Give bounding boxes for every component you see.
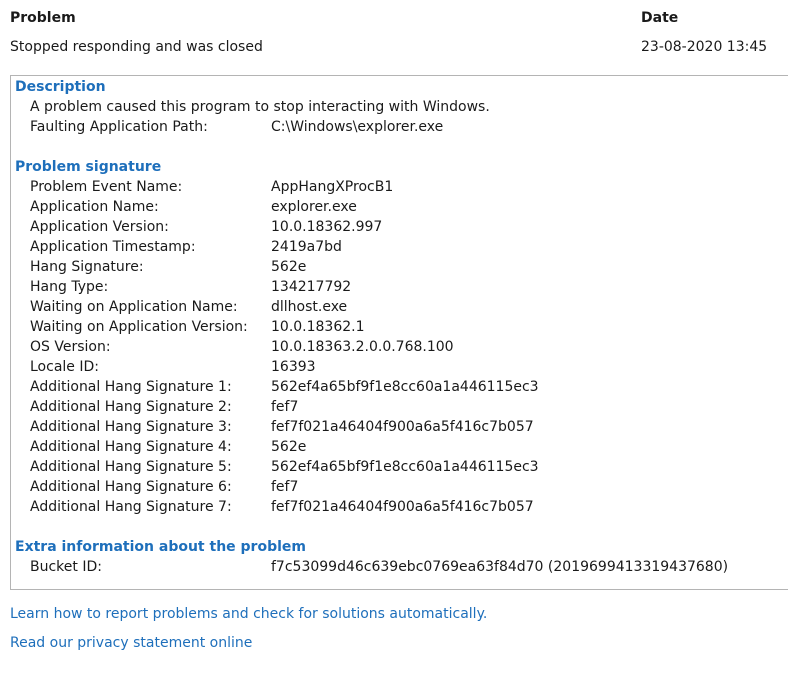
learn-report-problems-link[interactable]: Learn how to report problems and check for solutions automatically. — [10, 606, 488, 622]
signature-row-value: fef7f021a46404f900a6a5f416c7b057 — [271, 419, 534, 435]
description-text: A problem caused this program to stop interacting with Windows. — [30, 99, 490, 115]
problem-column-header: Problem — [10, 10, 76, 26]
signature-row-value: 10.0.18362.997 — [271, 219, 383, 235]
signature-row-label: Application Version: — [30, 219, 169, 235]
signature-row-label: Waiting on Application Name: — [30, 299, 238, 315]
signature-row-label: Additional Hang Signature 7: — [30, 499, 232, 515]
problem-value: Stopped responding and was closed — [10, 39, 263, 55]
signature-row-label: Additional Hang Signature 4: — [30, 439, 232, 455]
signature-row-value: 16393 — [271, 359, 316, 375]
signature-row-value: 562e — [271, 439, 307, 455]
signature-row-label: Locale ID: — [30, 359, 99, 375]
signature-row-value: 562ef4a65bf9f1e8cc60a1a446115ec3 — [271, 379, 539, 395]
signature-row-label: Additional Hang Signature 1: — [30, 379, 232, 395]
extra-info-title: Extra information about the problem — [15, 539, 306, 555]
signature-row-value: fef7 — [271, 399, 299, 415]
signature-row-value: fef7f021a46404f900a6a5f416c7b057 — [271, 499, 534, 515]
signature-row-label: OS Version: — [30, 339, 111, 355]
signature-row-label: Additional Hang Signature 5: — [30, 459, 232, 475]
signature-row-value: 2419a7bd — [271, 239, 342, 255]
signature-row-label: Application Timestamp: — [30, 239, 196, 255]
signature-row-label: Hang Signature: — [30, 259, 144, 275]
signature-row-label: Hang Type: — [30, 279, 109, 295]
signature-row-label: Additional Hang Signature 3: — [30, 419, 232, 435]
date-column-header: Date — [641, 10, 679, 26]
faulting-path-label: Faulting Application Path: — [30, 119, 208, 135]
faulting-path-value: C:\Windows\explorer.exe — [271, 119, 444, 135]
signature-row-value: fef7 — [271, 479, 299, 495]
signature-row-value: AppHangXProcB1 — [271, 179, 394, 195]
problem-details-box — [10, 75, 788, 590]
signature-row-label: Additional Hang Signature 2: — [30, 399, 232, 415]
signature-row-value: explorer.exe — [271, 199, 357, 215]
description-title: Description — [15, 79, 106, 95]
signature-row-label: Waiting on Application Version: — [30, 319, 248, 335]
signature-row-value: dllhost.exe — [271, 299, 348, 315]
signature-row-label: Problem Event Name: — [30, 179, 183, 195]
bucket-id-label: Bucket ID: — [30, 559, 102, 575]
signature-row-label: Application Name: — [30, 199, 159, 215]
bucket-id-value: f7c53099d46c639ebc0769ea63f84d70 (2019699413319437680) — [271, 559, 729, 575]
signature-row-value: 562ef4a65bf9f1e8cc60a1a446115ec3 — [271, 459, 539, 475]
signature-row-value: 134217792 — [271, 279, 352, 295]
signature-row-value: 562e — [271, 259, 307, 275]
signature-row-label: Additional Hang Signature 6: — [30, 479, 232, 495]
date-value: 23-08-2020 13:45 — [641, 39, 768, 55]
signature-row-value: 10.0.18362.1 — [271, 319, 365, 335]
privacy-statement-link[interactable]: Read our privacy statement online — [10, 635, 253, 651]
problem-signature-title: Problem signature — [15, 159, 162, 175]
signature-row-value: 10.0.18363.2.0.0.768.100 — [271, 339, 454, 355]
